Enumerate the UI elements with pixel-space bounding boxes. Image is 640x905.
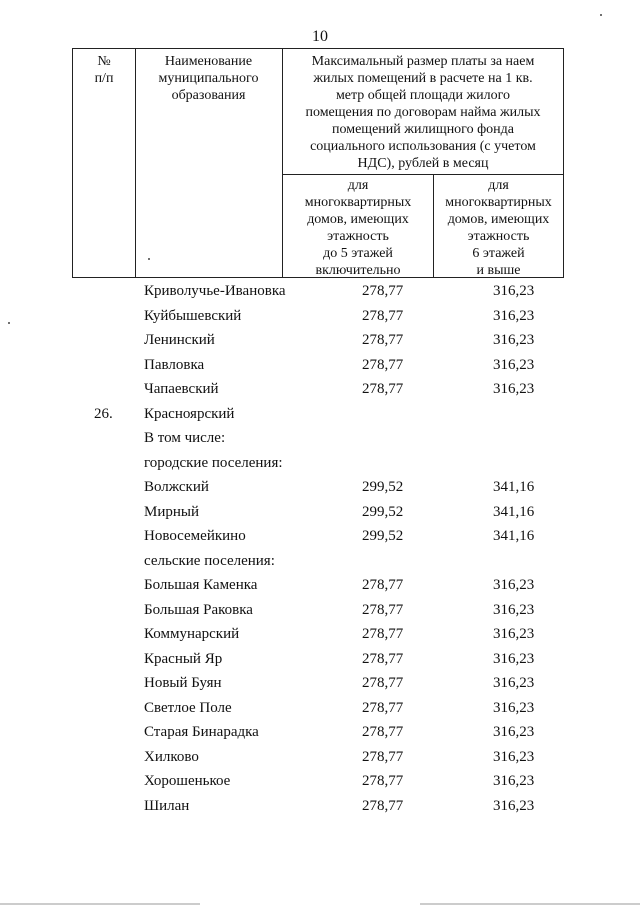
row-value-up-to-5-floors: 278,77 <box>362 332 404 348</box>
row-municipality-name: городские поселения: <box>144 454 283 471</box>
row-value-6-floors-and-above: 316,23 <box>493 699 535 716</box>
row-value-up-to-5-floors: 278,77 <box>362 724 404 740</box>
row-municipality-name: Чапаевский <box>144 381 219 397</box>
scan-speck <box>8 322 10 324</box>
table-row <box>0 550 640 575</box>
row-value-up-to-5-floors: 278,77 <box>362 601 404 618</box>
row-value-6-floors-and-above: 316,23 <box>493 773 535 789</box>
table-row <box>0 305 640 330</box>
row-value-up-to-5-floors: 278,77 <box>362 797 404 814</box>
row-value-up-to-5-floors: 278,77 <box>362 356 404 373</box>
row-value-6-floors-and-above: 316,23 <box>493 307 535 324</box>
header-name-column: Наименование муниципального образования <box>158 54 259 103</box>
page-number: 10 <box>312 28 328 45</box>
table-row <box>0 403 640 428</box>
row-value-up-to-5-floors: 299,52 <box>362 503 404 520</box>
table-row <box>0 770 640 795</box>
header-divider <box>283 174 563 175</box>
row-value-up-to-5-floors: 278,77 <box>362 283 404 299</box>
row-value-6-floors-and-above: 341,16 <box>493 503 535 520</box>
row-municipality-name: Криволучье-Ивановка <box>144 283 286 299</box>
row-municipality-name: Хорошенькое <box>144 773 231 789</box>
header-subcolumn-up-to-5-floors: для многоквартирных домов, имеющих этажность до 5 этажей включительно <box>304 178 412 278</box>
row-value-6-floors-and-above: 316,23 <box>493 332 535 348</box>
row-value-6-floors-and-above: 316,23 <box>493 381 535 397</box>
row-value-6-floors-and-above: 316,23 <box>493 650 535 667</box>
table-row <box>0 452 640 477</box>
header-number-column: № п/п <box>94 54 114 86</box>
table-row <box>0 599 640 624</box>
header-subcolumn-6-floors-and-above: для многоквартирных домов, имеющих этажность 6 этажей и выше <box>445 178 552 278</box>
row-municipality-name: В том числе: <box>144 430 226 446</box>
row-number: 26. <box>94 405 113 422</box>
row-value-6-floors-and-above: 316,23 <box>493 577 535 593</box>
table-row <box>0 672 640 697</box>
scan-speck <box>148 258 150 260</box>
row-municipality-name: Большая Каменка <box>144 577 258 593</box>
table-row <box>0 329 640 354</box>
row-value-up-to-5-floors: 278,77 <box>362 773 404 789</box>
table-row <box>0 648 640 673</box>
row-value-6-floors-and-above: 316,23 <box>493 356 535 373</box>
row-value-up-to-5-floors: 278,77 <box>362 650 404 667</box>
table-row <box>0 501 640 526</box>
table-row <box>0 354 640 379</box>
table-body <box>0 280 640 819</box>
row-value-up-to-5-floors: 278,77 <box>362 577 404 593</box>
table-row <box>0 746 640 771</box>
row-value-up-to-5-floors: 278,77 <box>362 307 404 324</box>
row-value-up-to-5-floors: 278,77 <box>362 626 404 642</box>
table-row <box>0 280 640 305</box>
row-municipality-name: Мирный <box>144 503 199 520</box>
table-row <box>0 795 640 820</box>
row-municipality-name: Красный Яр <box>144 650 223 667</box>
row-municipality-name: Красноярский <box>144 405 235 422</box>
row-municipality-name: Большая Раковка <box>144 601 253 618</box>
row-value-up-to-5-floors: 278,77 <box>362 381 404 397</box>
row-value-6-floors-and-above: 316,23 <box>493 283 535 299</box>
row-municipality-name: Шилан <box>144 797 190 814</box>
row-value-6-floors-and-above: 341,16 <box>493 479 535 495</box>
row-value-6-floors-and-above: 316,23 <box>493 797 535 814</box>
row-value-up-to-5-floors: 299,52 <box>362 528 404 544</box>
table-row <box>0 623 640 648</box>
table-row <box>0 427 640 452</box>
table-header <box>72 48 564 278</box>
row-value-up-to-5-floors: 278,77 <box>362 699 404 716</box>
row-municipality-name: Коммунарский <box>144 626 240 642</box>
row-municipality-name: Новый Буян <box>144 675 222 691</box>
table-row <box>0 476 640 501</box>
row-municipality-name: Новосемейкино <box>144 528 246 544</box>
row-municipality-name: Куйбышевский <box>144 307 242 324</box>
row-municipality-name: Хилково <box>144 748 199 765</box>
scan-speck <box>600 14 602 16</box>
row-municipality-name: Светлое Поле <box>144 699 232 716</box>
row-municipality-name: сельские поселения: <box>144 552 275 569</box>
row-municipality-name: Старая Бинарадка <box>144 724 259 740</box>
row-municipality-name: Волжский <box>144 479 209 495</box>
row-value-6-floors-and-above: 316,23 <box>493 675 535 691</box>
row-value-up-to-5-floors: 299,52 <box>362 479 404 495</box>
row-value-6-floors-and-above: 316,23 <box>493 724 535 740</box>
row-value-6-floors-and-above: 316,23 <box>493 601 535 618</box>
table-row <box>0 697 640 722</box>
row-value-6-floors-and-above: 341,16 <box>493 528 535 544</box>
row-municipality-name: Ленинский <box>144 332 215 348</box>
table-row <box>0 574 640 599</box>
header-max-payment-column: Максимальный размер платы за наем жилых помещений в расчете на 1 кв. метр общей площади жилого помещения по договорам найма жилых помещений жилищного фонда социального использования (с учетом НДС), рублей в месяц <box>305 54 541 171</box>
table-row <box>0 721 640 746</box>
row-municipality-name: Павловка <box>144 356 205 373</box>
row-value-6-floors-and-above: 316,23 <box>493 626 535 642</box>
table-row <box>0 525 640 550</box>
row-value-up-to-5-floors: 278,77 <box>362 748 404 765</box>
row-value-up-to-5-floors: 278,77 <box>362 675 404 691</box>
table-row <box>0 378 640 403</box>
row-value-6-floors-and-above: 316,23 <box>493 748 535 765</box>
